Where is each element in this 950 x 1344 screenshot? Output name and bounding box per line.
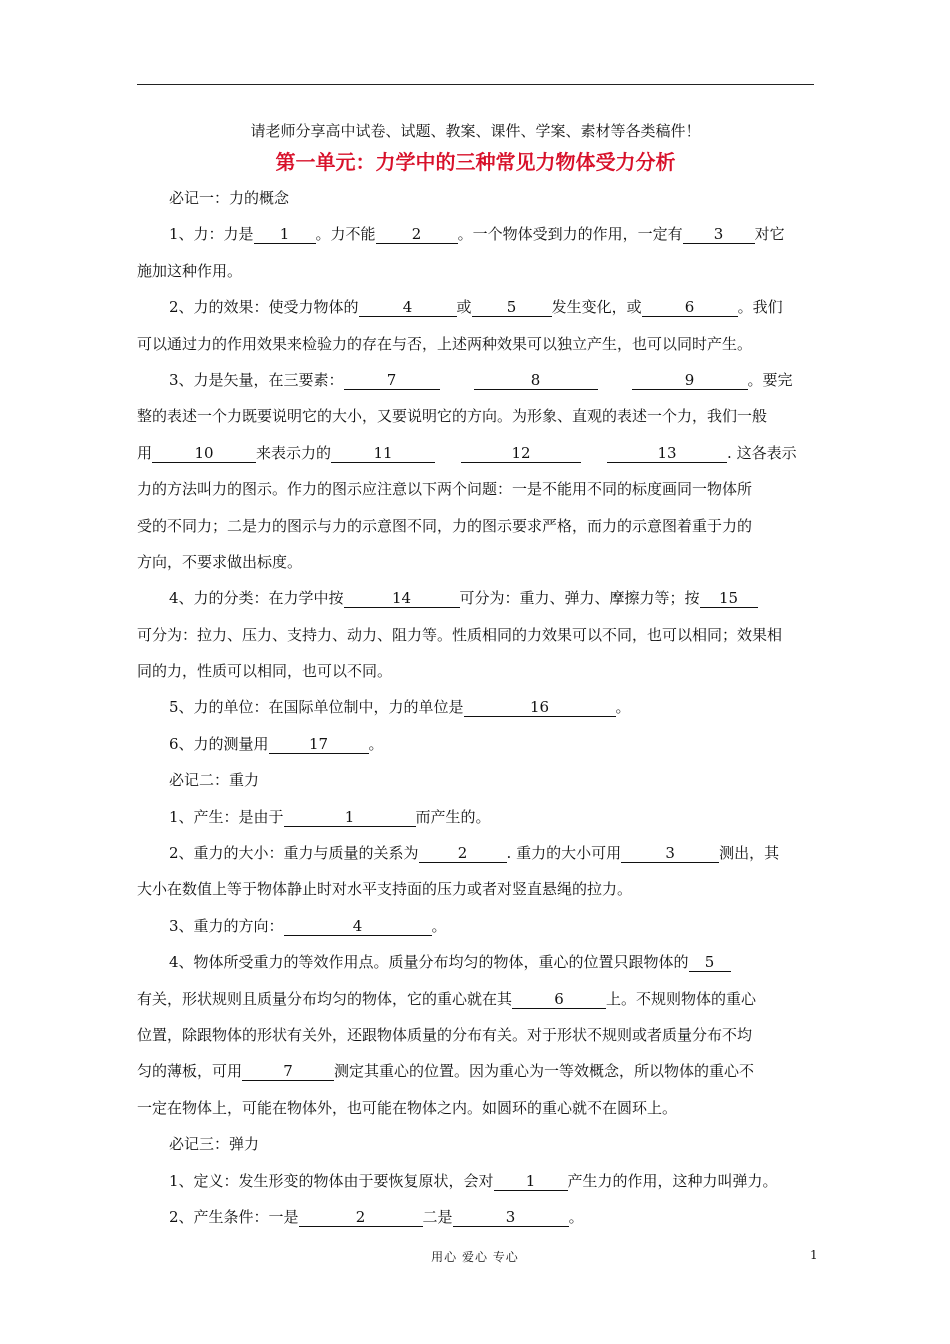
section-heading-1: 必记一：力的概念 [169,189,290,207]
paragraph-line: 施加这种作用。 [137,261,243,280]
paragraph-line: 2、力的效果：使受力物体的 4 或 5 发生变化，或 6 。我们 [169,298,783,317]
blank-4: 4 [284,917,432,936]
blank-9: 9 [632,371,748,390]
blank-12: 12 [461,444,581,463]
blank-2: 2 [299,1208,423,1227]
paragraph-line: 4、力的分类：在力学中按 14 可分为：重力、弹力、摩擦力等；按 15 [137,580,814,616]
blank-13: 13 [607,444,727,463]
section-heading-3: 必记三：弹力 [169,1135,260,1154]
blank-5: 5 [689,953,731,972]
blank-3: 3 [621,844,719,863]
blank-15: 15 [700,589,758,608]
paragraph-line: 可以通过力的作用效果来检验力的存在与否，上述两种效果可以独立产生，也可以同时产生。 [137,334,753,353]
blank-7: 7 [344,371,440,390]
blank-3: 3 [683,225,755,244]
blank-17: 17 [269,735,369,754]
blank-16: 16 [464,698,616,717]
blank-5: 5 [472,298,552,317]
blank-10: 10 [152,444,256,463]
paragraph-line: 1、产生：是由于 1 而产生的。 [169,807,491,826]
paragraph-line: 6、力的测量用 17 。 [169,734,384,753]
paragraph-line: 1、力：力是 1 。力不能 2 。一个物体受到力的作用，一定有 3 对它 [169,225,785,244]
paragraph-line: 1、定义：发生形变的物体由于要恢复原状，会对 1 产生力的作用，这种力叫弹力。 [169,1171,778,1190]
paragraph-line: 5、力的单位：在国际单位制中，力的单位是 16 。 [169,698,631,717]
page-title: 第一单元：力学中的三种常见力物体受力分析 [275,150,676,174]
paragraph-line: 2、重力的大小：重力与质量的关系为 2 . 重力的大小可用 3 测出，其 [169,844,780,863]
blank-2: 2 [419,844,507,863]
blank-14: 14 [344,589,460,608]
blank-6: 6 [642,298,738,317]
document-body [137,118,814,1235]
blank-1: 1 [254,225,316,244]
paragraph-line: 4、物体所受重力的等效作用点。质量分布均匀的物体，重心的位置只跟物体的 5 [137,944,814,980]
blank-3: 3 [453,1208,569,1227]
blank-1: 1 [494,1172,568,1191]
paragraph-line: 同的力，性质可以相同，也可以不同。 [137,662,393,681]
paragraph-line: 位置，除跟物体的形状有关外，还跟物体质量的分布有关。对于形状不规则或者质量分布不均 [137,1025,753,1044]
paragraph-line: 用 10 来表示力的 11 12 13 . 这各表示 [137,443,797,462]
section-heading-2: 必记二：重力 [169,771,260,790]
blank-1: 1 [284,808,416,827]
blank-6: 6 [512,990,606,1009]
paragraph-line: 大小在数值上等于物体静止时对水平支持面的压力或者对竖直悬绳的拉力。 [137,880,633,899]
blank-11: 11 [331,444,435,463]
page-number: 1 [810,1248,818,1262]
footer-motto: 用心 爱心 专心 [431,1250,519,1264]
blank-8: 8 [474,371,598,390]
header-rule [137,84,814,85]
paragraph-line: 匀的薄板，可用 7 测定其重心的位置。因为重心为一等效概念，所以物体的重心不 [137,1062,755,1081]
paragraph-line: 力的方法叫力的图示。作力的图示应注意以下两个问题：一是不能用不同的标度画同一物体所 [137,480,753,499]
paragraph-line: 有关，形状规则且质量分布均匀的物体，它的重心就在其 6 上。不规则物体的重心 [137,989,757,1008]
paragraph-line: 2、产生条件：一是 2 二是 3 。 [169,1207,584,1226]
paragraph-line: 3、重力的方向： 4 。 [169,916,447,935]
paragraph-line: 3、力是矢量，在三要素： 7 8 9 。要完 [169,370,793,389]
paragraph-line: 可分为：拉力、压力、支持力、动力、阻力等。性质相同的力效果可以不同，也可以相同；效果相 [137,625,783,644]
blank-7: 7 [242,1062,334,1081]
paragraph-line: 受的不同力；二是力的图示与力的示意图不同，力的图示要求严格，而力的示意图着重于力的 [137,516,753,535]
paragraph-line: 一定在物体上，可能在物体外，也可能在物体之内。如圆环的重心就不在圆环上。 [137,1098,678,1117]
blank-2: 2 [376,225,458,244]
paragraph-line: 整的表述一个力既要说明它的大小，又要说明它的方向。为形象、直观的表述一个力，我们一般 [137,407,768,426]
promo-line: 请老师分享高中试卷、试题、教案、课件、学案、素材等各类稿件！ [250,122,701,140]
paragraph-line: 方向，不要求做出标度。 [137,552,303,571]
blank-4: 4 [359,298,457,317]
